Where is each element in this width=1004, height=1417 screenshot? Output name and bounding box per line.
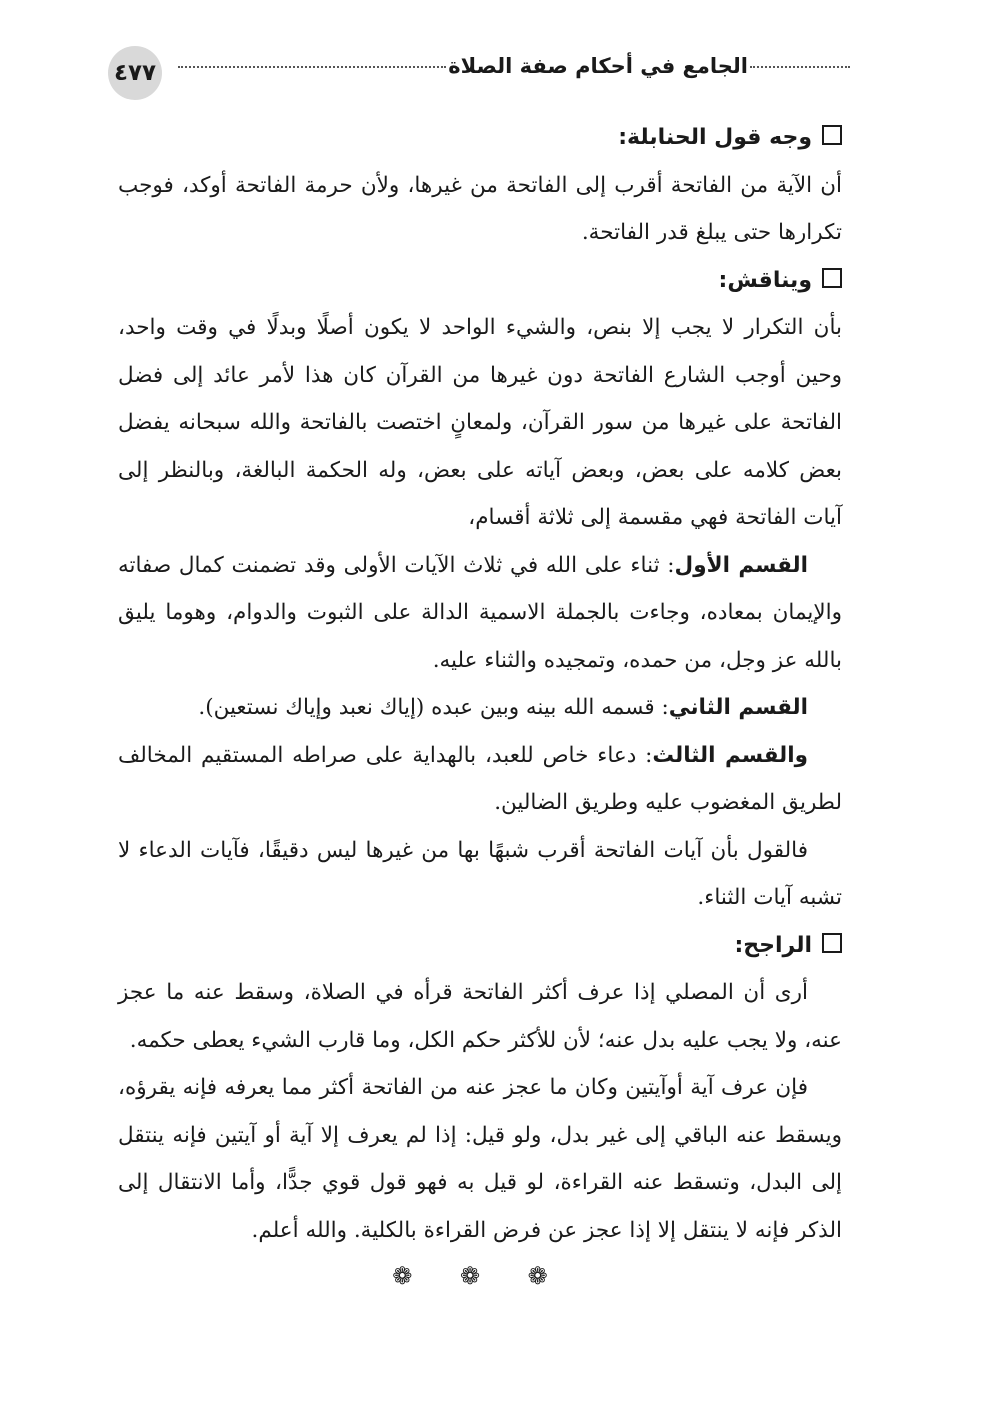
paragraph-preferred-2: فإن عرف آية أوآيتين وكان ما عجز عنه من الفاتحة أكثر مما يعرفه فإنه يقرؤه، ويسقط عنه الباقي إلى غير بدل، ولو قيل: إذا لم يعرف إلا آية أو آيتين فإنه ينتقل إلى البدل، وتسقط عنه القراءة، لو قيل به فهو قول قوي جدًّا، وأما الانتقال إلى الذكر فإنه لا ينتقل إلا إذا عجز عن فرض القراءة بالكلية. والله أعلم. — [118, 1075, 842, 1243]
paragraph-part1 — [118, 542, 842, 685]
checkbox-bullet-icon — [822, 268, 842, 288]
section-heading-discussion — [118, 257, 842, 305]
header-dotted-rule-right — [750, 66, 850, 68]
checkbox-bullet-icon — [822, 125, 842, 145]
flower-ornament-icon: ❁ ❁ ❁ — [392, 1262, 568, 1290]
section-heading-preferred — [118, 922, 842, 970]
page-number: ٤٧٧ — [108, 46, 162, 100]
paragraph-discussion: بأن التكرار لا يجب إلا بنص، والشيء الواحد لا يكون أصلًا وبدلًا في وقت واحد، وحين أوجب الشارع الفاتحة دون غيرها من القرآن كان هذا لأمر عائد إلى فضل الفاتحة على غيرها من سور القرآن، ولمعانٍ اختصت بالفاتحة والله سبحانه يفضل بعض كلامه على بعض، وبعض آياته على بعض، وله الحكمة البالغة، وبالنظر إلى آيات الفاتحة فهي مقسمة إلى ثلاثة أقسام، — [118, 315, 842, 530]
part2-label: القسم الثاني — [668, 695, 808, 720]
part2-text: : قسمه الله بينه وبين عبده (إياك نعبد وإياك نستعين). — [198, 695, 669, 720]
page-header — [108, 44, 848, 100]
checkbox-bullet-icon — [822, 933, 842, 953]
page-body — [118, 114, 842, 1296]
paragraph-conclusion: فالقول بأن آيات الفاتحة أقرب شبهًا بها من غيرها ليس دقيقًا، فآيات الدعاء لا تشبه آيات الثناء. — [118, 837, 842, 910]
section-heading-text: ويناقش: — [718, 267, 812, 293]
running-title: الجامع في أحكام صفة الصلاة — [448, 54, 748, 78]
paragraph-preferred-1: أرى أن المصلي إذا عرف أكثر الفاتحة قرأه في الصلاة، وسقط عنه ما عجز عنه، ولا يجب عليه بدل عنه؛ لأن للأكثر حكم الكل، وما قارب الشيء يعطى حكمه. — [118, 980, 842, 1053]
part1-text: : ثناء على الله في ثلاث الآيات الأولى وقد تضمنت كمال صفاته والإيمان بمعاده، وجاءت بالجملة الاسمية الدالة على الثبوت والدوام، وهوما يليق بالله عز وجل، من حمده، وتمجيده والثناء عليه. — [118, 552, 842, 673]
part3-label: والقسم الثالث — [652, 742, 808, 768]
paragraph-part2 — [118, 684, 842, 732]
paragraph-part3 — [118, 732, 842, 827]
section-heading-hanabila — [118, 114, 842, 162]
part1-label: القسم الأول — [674, 552, 808, 578]
section-heading-text: الراجح: — [734, 932, 812, 958]
paragraph-hanabila: أن الآية من الفاتحة أقرب إلى الفاتحة من غيرها، ولأن حرمة الفاتحة أوكد، فوجب تكرارها حتى يبلغ قدر الفاتحة. — [118, 172, 842, 245]
part3-text: : دعاء خاص للعبد، بالهداية على صراطه المستقيم المخالف لطريق المغضوب عليه وطريق الضالين. — [118, 742, 842, 815]
section-heading-text: وجه قول الحنابلة: — [618, 125, 812, 150]
header-dotted-rule-left — [178, 66, 446, 68]
